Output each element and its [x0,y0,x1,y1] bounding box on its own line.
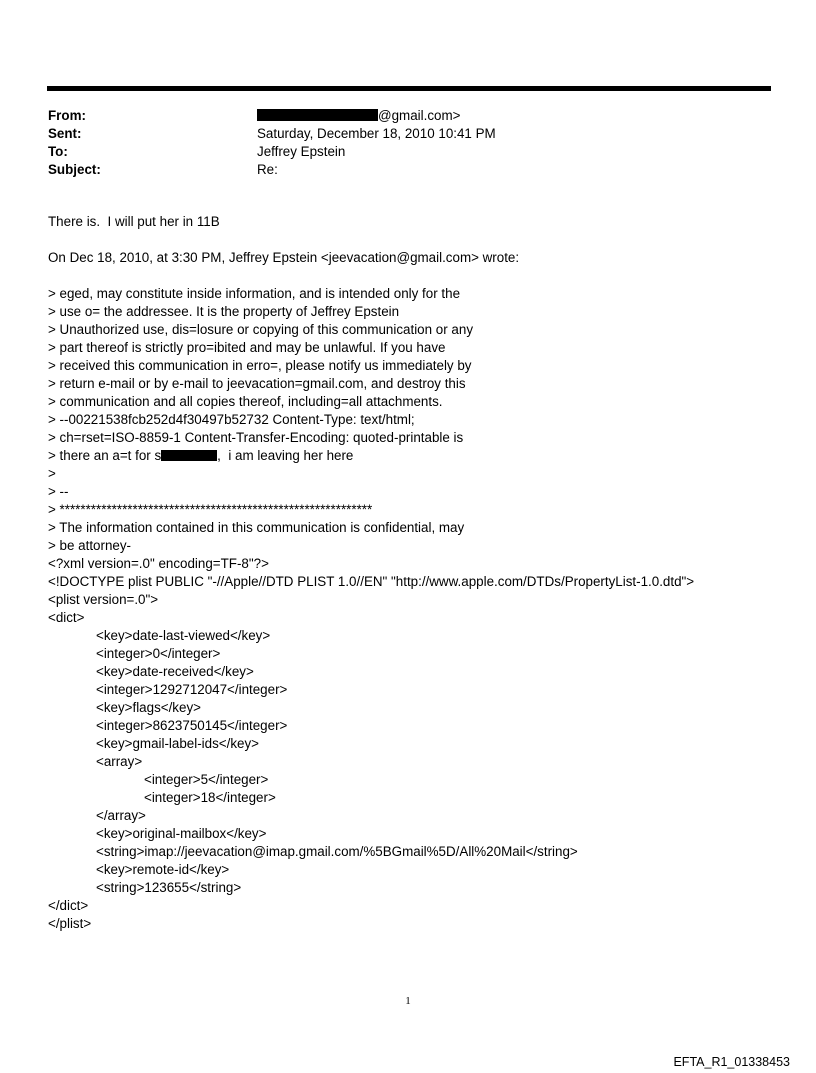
quoted-line: > -- [48,484,69,499]
quoted-line: > part thereof is strictly pro=ibited and may be unlawful. If you have [48,340,446,355]
xml-block [48,555,788,933]
reply-text: There is. I will put her in 11B [48,214,220,229]
xml-line: <key>date-last-viewed</key> [96,628,271,643]
xml-line: <key>original-mailbox</key> [96,826,267,841]
subject-value: Re: [257,162,278,177]
xml-line: </array> [96,808,146,823]
xml-line: <integer>8623750145</integer> [96,718,288,733]
from-value: @gmail.com> [257,107,460,125]
quoted-line: > received this communication in erro=, please notify us immediately by [48,358,472,373]
xml-line: <array> [96,754,143,769]
quoted-line: > Unauthorized use, dis=losure or copying of this communication or any [48,322,474,337]
to-row [48,143,496,161]
xml-line: <key>flags</key> [96,700,201,715]
xml-line: <string>123655</string> [96,880,242,895]
attribution-line: On Dec 18, 2010, at 3:30 PM, Jeffrey Epstein <jeevacation@gmail.com> wrote: [48,250,520,265]
quoted-line: > The information contained in this communication is confidential, may [48,520,465,535]
xml-line: <key>gmail-label-ids</key> [96,736,260,751]
sent-value: Saturday, December 18, 2010 10:41 PM [257,126,496,141]
quoted-line: > ************************************************************ [48,502,373,517]
to-value: Jeffrey Epstein [257,144,346,159]
quoted-line: > eged, may constitute inside information, and is intended only for the [48,286,461,301]
xml-line: <?xml version=.0" encoding=TF-8"?> [48,556,269,571]
from-label: From: [48,108,86,123]
sent-label: Sent: [48,126,82,141]
to-label: To: [48,144,68,159]
xml-line: <!DOCTYPE plist PUBLIC "-//Apple//DTD PLIST 1.0//EN" "http://www.apple.com/DTDs/PropertyList-1.0.dtd"> [48,574,695,589]
xml-line: <integer>1292712047</integer> [96,682,288,697]
email-body [48,213,788,933]
document-stamp: EFTA_R1_01338453 [673,1055,790,1069]
xml-line: <integer>0</integer> [96,646,221,661]
subject-label: Subject: [48,162,101,177]
xml-line: <plist version=.0"> [48,592,159,607]
sent-row [48,125,496,143]
xml-line: <integer>5</integer> [144,772,269,787]
xml-line: </dict> [48,898,89,913]
xml-line: <key>date-received</key> [96,664,254,679]
quoted-line-redacted: > there an a=t for s , i am leaving her here [48,448,354,463]
xml-line: <dict> [48,610,85,625]
xml-line: </plist> [48,916,92,931]
xml-line: <string>imap://jeevacation@imap.gmail.com/%5BGmail%5D/All%20Mail</string> [96,844,578,859]
from-row [48,107,496,125]
header-rule [47,86,771,91]
page-number: 1 [405,995,411,1007]
quoted-line: > return e-mail or by e-mail to jeevacation=gmail.com, and destroy this [48,376,466,391]
redaction-block [161,450,217,461]
quoted-line: > ch=rset=ISO-8859-1 Content-Transfer-Encoding: quoted-printable is [48,430,464,445]
xml-line: <integer>18</integer> [144,790,276,805]
quoted-line: > [48,466,56,481]
xml-line: <key>remote-id</key> [96,862,230,877]
quoted-line: > --00221538fcb252d4f30497b52732 Content-Type: text/html; [48,412,415,427]
redaction-block [257,109,378,121]
quoted-block [48,285,788,555]
subject-row [48,161,496,179]
quoted-line: > communication and all copies thereof, including=all attachments. [48,394,443,409]
quoted-line: > use o= the addressee. It is the property of Jeffrey Epstein [48,304,400,319]
email-header [48,107,496,179]
quoted-line: > be attorney- [48,538,131,553]
